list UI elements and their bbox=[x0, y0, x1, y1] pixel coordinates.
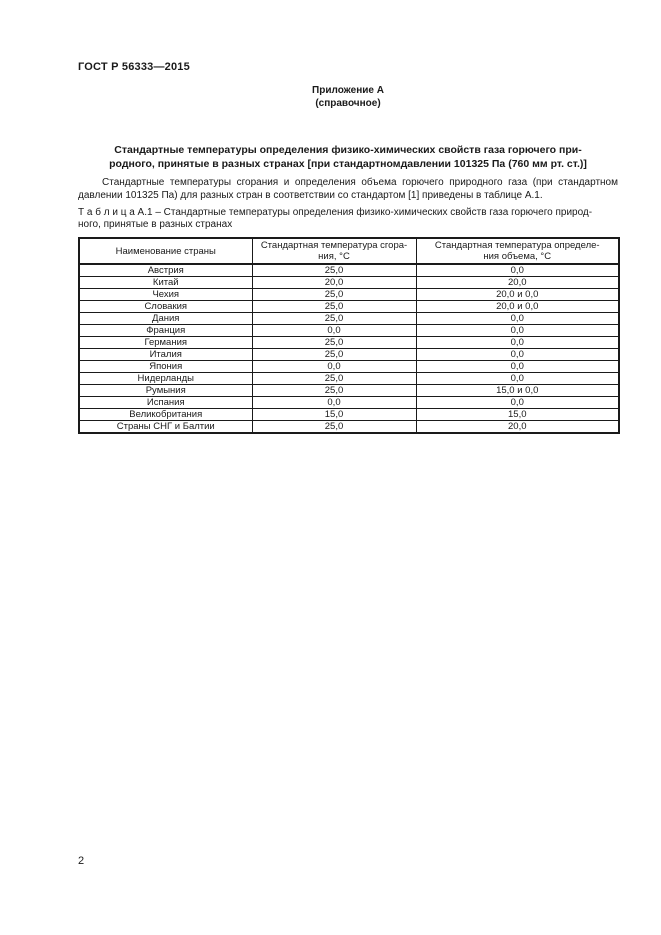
table-row bbox=[79, 301, 619, 313]
temperatures-table bbox=[78, 237, 620, 434]
cell-combustion-temp: 25,0 bbox=[252, 385, 416, 397]
cell-volume-temp: 0,0 bbox=[416, 325, 619, 337]
cell-country: Румыния bbox=[79, 385, 252, 397]
cell-combustion-temp: 0,0 bbox=[252, 397, 416, 409]
table-header-row bbox=[79, 238, 619, 264]
cell-combustion-temp: 20,0 bbox=[252, 277, 416, 289]
table-caption-line1: Т а б л и ц а А.1 – Стандартные температуры определения физико-химических свойств газа горючего природ- bbox=[78, 207, 593, 218]
appendix-heading bbox=[78, 84, 618, 110]
main-title-line2: родного, принятые в разных странах [при стандартномдавлении 101325 Па (760 мм рт. ст.)] bbox=[109, 158, 587, 170]
table-caption-line2: ного, принятые в разных странах bbox=[78, 219, 233, 230]
header-country: Наименование страны bbox=[79, 238, 252, 264]
doc-number: ГОСТ Р 56333—2015 bbox=[78, 61, 190, 73]
cell-combustion-temp: 25,0 bbox=[252, 337, 416, 349]
body-paragraph: Стандартные температуры сгорания и определения объема горючего природного газа (при стандартном давлении 101325 Па) для разных стран в соответствии со стандартом [1] приведены в таблице А.1. bbox=[78, 177, 618, 201]
appendix-subtitle: (справочное) bbox=[315, 98, 381, 109]
cell-combustion-temp: 25,0 bbox=[252, 349, 416, 361]
cell-country: Дания bbox=[79, 313, 252, 325]
cell-country: Чехия bbox=[79, 289, 252, 301]
table-row bbox=[79, 361, 619, 373]
page-number: 2 bbox=[78, 855, 85, 867]
cell-volume-temp: 0,0 bbox=[416, 264, 619, 277]
table-row bbox=[79, 397, 619, 409]
table-row bbox=[79, 289, 619, 301]
cell-volume-temp: 15,0 bbox=[416, 409, 619, 421]
main-title-line1: Стандартные температуры определения физико-химических свойств газа горючего при- bbox=[114, 144, 582, 156]
cell-country: Китай bbox=[79, 277, 252, 289]
table-row bbox=[79, 313, 619, 325]
appendix-title: Приложение А bbox=[312, 85, 384, 96]
cell-country: Япония bbox=[79, 361, 252, 373]
table-row bbox=[79, 409, 619, 421]
cell-volume-temp: 20,0 и 0,0 bbox=[416, 289, 619, 301]
cell-country: Франция bbox=[79, 325, 252, 337]
cell-country: Словакия bbox=[79, 301, 252, 313]
table-caption bbox=[78, 207, 618, 231]
table-row bbox=[79, 264, 619, 277]
cell-combustion-temp: 25,0 bbox=[252, 301, 416, 313]
cell-volume-temp: 20,0 и 0,0 bbox=[416, 301, 619, 313]
cell-country: Австрия bbox=[79, 264, 252, 277]
table-body bbox=[79, 264, 619, 433]
table-row bbox=[79, 337, 619, 349]
cell-country: Великобритания bbox=[79, 409, 252, 421]
main-title bbox=[78, 143, 618, 171]
cell-combustion-temp: 0,0 bbox=[252, 325, 416, 337]
cell-country: Испания bbox=[79, 397, 252, 409]
cell-combustion-temp: 25,0 bbox=[252, 313, 416, 325]
cell-combustion-temp: 25,0 bbox=[252, 264, 416, 277]
header-volume-temp-line2: ния объема, °С bbox=[483, 251, 552, 262]
cell-volume-temp: 20,0 bbox=[416, 277, 619, 289]
header-combustion-temp-line1: Стандартная температура сгора- bbox=[260, 240, 408, 251]
cell-country: Страны СНГ и Балтии bbox=[79, 421, 252, 434]
table-row bbox=[79, 277, 619, 289]
cell-country: Нидерланды bbox=[79, 373, 252, 385]
cell-combustion-temp: 25,0 bbox=[252, 421, 416, 434]
table-row bbox=[79, 421, 619, 434]
header-combustion-temp-line2: ния, °С bbox=[318, 251, 350, 262]
header-combustion-temp bbox=[252, 238, 416, 264]
table-row bbox=[79, 349, 619, 361]
header-volume-temp-line1: Стандартная температура определе- bbox=[434, 240, 600, 251]
table-row bbox=[79, 385, 619, 397]
cell-volume-temp: 15,0 и 0,0 bbox=[416, 385, 619, 397]
cell-volume-temp: 20,0 bbox=[416, 421, 619, 434]
cell-volume-temp: 0,0 bbox=[416, 397, 619, 409]
cell-combustion-temp: 25,0 bbox=[252, 373, 416, 385]
cell-combustion-temp: 25,0 bbox=[252, 289, 416, 301]
cell-combustion-temp: 0,0 bbox=[252, 361, 416, 373]
cell-volume-temp: 0,0 bbox=[416, 313, 619, 325]
cell-volume-temp: 0,0 bbox=[416, 361, 619, 373]
cell-volume-temp: 0,0 bbox=[416, 373, 619, 385]
cell-country: Италия bbox=[79, 349, 252, 361]
table-header bbox=[79, 238, 619, 264]
table-row bbox=[79, 325, 619, 337]
header-volume-temp bbox=[416, 238, 619, 264]
cell-volume-temp: 0,0 bbox=[416, 337, 619, 349]
cell-volume-temp: 0,0 bbox=[416, 349, 619, 361]
cell-combustion-temp: 15,0 bbox=[252, 409, 416, 421]
table-row bbox=[79, 373, 619, 385]
cell-country: Германия bbox=[79, 337, 252, 349]
